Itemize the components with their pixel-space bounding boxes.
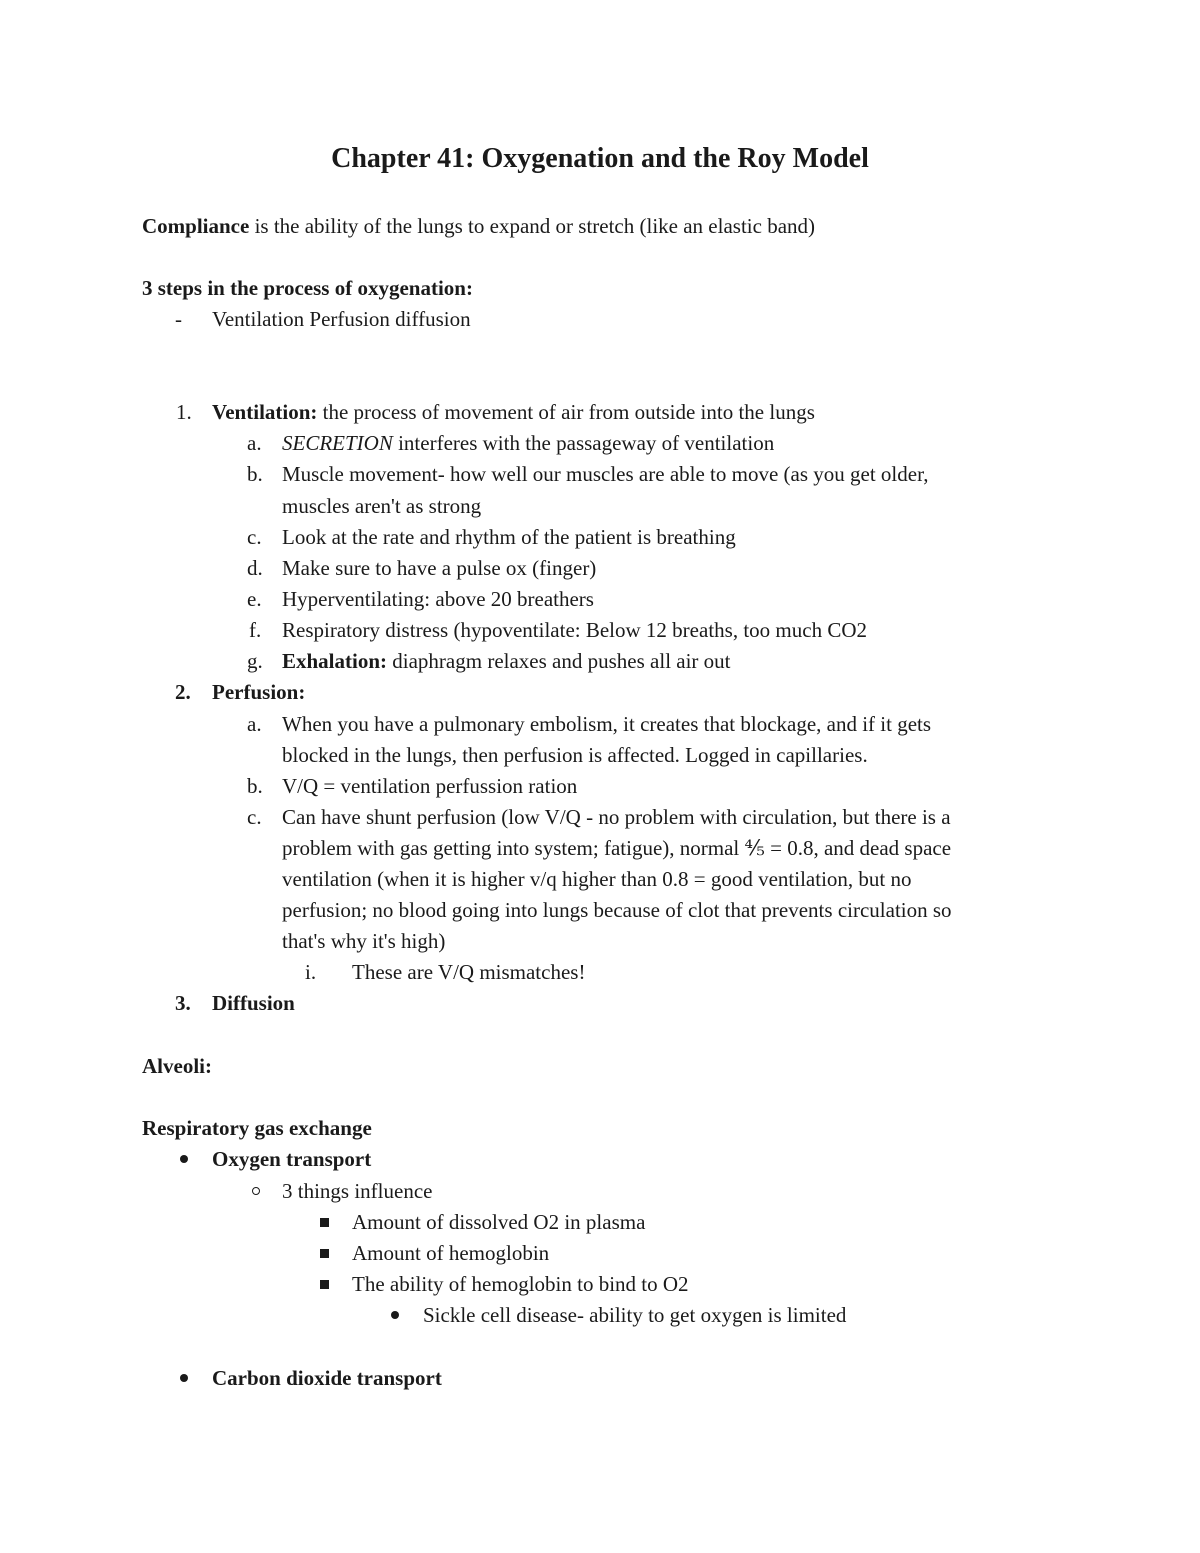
list-marker: a. [247,712,262,736]
list-item-continuation: muscles aren't as strong [282,494,482,518]
list-item: Exhalation: diaphragm relaxes and pushes all air out [282,649,731,673]
compliance-line [142,213,815,239]
list-marker: e. [247,587,262,611]
page-title: Chapter 41: Oxygenation and the Roy Model [331,143,869,174]
dash-marker: - [175,307,182,331]
diffusion-heading: Diffusion [212,991,295,1015]
ventilation-heading: Ventilation: the process of movement of air from outside into the lungs [212,400,815,424]
bullet-icon [180,1374,188,1382]
list-marker: b. [247,774,263,798]
list-item: Can have shunt perfusion (low V/Q - no problem with circulation, but there is a [282,805,951,829]
list-number-3: 3. [175,991,191,1015]
list-number-2: 2. [175,680,191,704]
list-marker: g. [247,649,263,673]
list-marker: f. [249,618,262,642]
square-bullet-icon [320,1249,329,1258]
steps-heading: 3 steps in the process of oxygenation: [142,276,473,300]
list-marker: d. [247,556,263,580]
list-item: 3 things influence [282,1179,433,1203]
list-item: Muscle movement- how well our muscles are able to move (as you get older, [282,462,929,486]
square-bullet-icon [320,1280,329,1289]
list-number-1: 1. [176,400,192,424]
list-item-continuation: problem with gas getting into system; fatigue), normal ⅘ = 0.8, and dead space [282,836,952,860]
bullet-icon [180,1155,188,1163]
oxygen-transport-label: Oxygen transport [212,1147,372,1171]
list-item: SECRETION interferes with the passageway of ventilation [282,431,775,455]
list-item: The ability of hemoglobin to bind to O2 [352,1272,689,1296]
list-item: V/Q = ventilation perfussion ration [282,774,578,798]
list-item: Respiratory distress (hypoventilate: Below 12 breaths, too much CO2 [282,618,867,642]
list-item-continuation: blocked in the lungs, then perfusion is affected. Logged in capillaries. [282,743,868,767]
gas-exchange-heading: Respiratory gas exchange [142,1116,372,1140]
bullet-icon [391,1311,399,1319]
perfusion-heading: Perfusion: [212,680,306,704]
list-item: Amount of hemoglobin [352,1241,550,1265]
list-item: Hyperventilating: above 20 breathers [282,587,594,611]
compliance-term: Compliance [142,214,250,238]
list-marker: c. [247,525,262,549]
list-item-continuation: that's why it's high) [282,929,446,953]
list-item: Make sure to have a pulse ox (finger) [282,556,597,580]
carbon-dioxide-transport-label: Carbon dioxide transport [212,1366,442,1390]
circle-bullet-icon [252,1187,260,1195]
list-marker: b. [247,462,263,486]
list-marker: i. [305,960,317,984]
steps-list-text: Ventilation Perfusion diffusion [212,307,471,331]
list-item: Look at the rate and rhythm of the patient is breathing [282,525,736,549]
list-item: When you have a pulmonary embolism, it creates that blockage, and if it gets [282,712,932,736]
list-item-continuation: ventilation (when it is higher v/q higher than 0.8 = good ventilation, but no [282,867,912,891]
list-item: Sickle cell disease- ability to get oxygen is limited [423,1303,847,1327]
list-marker: c. [247,805,262,829]
list-item: Amount of dissolved O2 in plasma [352,1210,646,1234]
square-bullet-icon [320,1218,329,1227]
alveoli-heading: Alveoli: [142,1054,212,1078]
list-marker: a. [247,431,262,455]
compliance-text: is the ability of the lungs to expand or stretch (like an elastic band) [249,214,816,238]
list-item: These are V/Q mismatches! [352,960,586,984]
list-item-continuation: perfusion; no blood going into lungs because of clot that prevents circulation so [282,898,952,922]
